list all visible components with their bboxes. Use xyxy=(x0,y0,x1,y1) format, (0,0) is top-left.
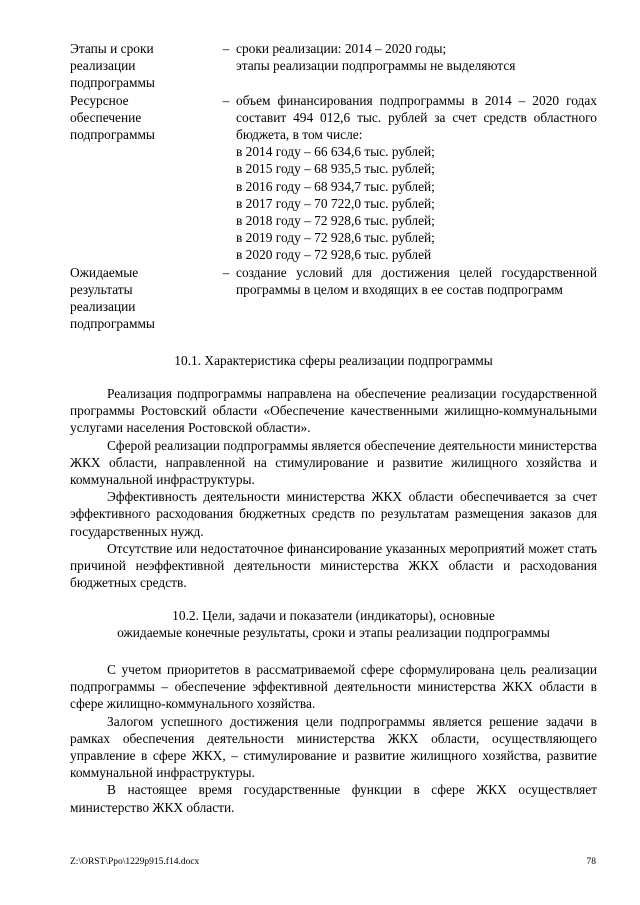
passport-row-stages xyxy=(70,40,597,92)
passport-row-resources xyxy=(70,92,597,264)
value-line: этапы реализации подпрограммы не выделяются xyxy=(236,58,516,74)
passport-dash: – xyxy=(222,264,230,280)
value-line: объем финансирования подпрограммы в 2014 – 2020 годах составит 494 012,6 тыс. рублей за счет средств областного бюджета, в том числе: xyxy=(236,92,597,143)
value-line: сроки реализации: 2014 – 2020 годы; xyxy=(236,41,447,56)
footer-page-number: 78 xyxy=(586,857,596,867)
passport-row-label xyxy=(70,92,216,264)
passport-row-results xyxy=(70,264,597,333)
passport-row-value xyxy=(236,40,597,92)
passport-dash: – xyxy=(222,92,230,108)
value-line: в 2020 году – 72 928,6 тыс. рублей xyxy=(236,247,432,263)
paragraph: Эффективность деятельности министерства ЖКХ области обеспечивается за счет эффективного расходования бюджетных средств по результатам размещения заказов для государственных нужд. xyxy=(70,489,597,539)
paragraph: Сферой реализации подпрограммы является обеспечение деятельности министерства ЖКХ области, направленной на стимулирование и развитие жилищного хозяйства и коммунальной инфраструктуры. xyxy=(70,437,597,488)
value-line: в 2017 году – 70 722,0 тыс. рублей; xyxy=(236,195,435,211)
section-10-1-body xyxy=(70,385,597,591)
heading-line: ожидаемые конечные результаты, сроки и этапы реализации подпрограммы xyxy=(117,625,550,641)
label-line: Этапы и сроки xyxy=(70,41,154,56)
passport-row-label xyxy=(70,264,216,333)
label-line: Ресурсное xyxy=(70,92,129,108)
passport-row-value xyxy=(236,92,597,264)
heading-line: 10.2. Цели, задачи и показатели (индикаторы), основные xyxy=(172,608,495,623)
value-line: в 2018 году – 72 928,6 тыс. рублей; xyxy=(236,213,435,229)
label-line: Ожидаемые xyxy=(70,264,139,280)
passport-dash: – xyxy=(222,41,230,56)
paragraph: Реализация подпрограммы направлена на обеспечение реализации государственной программы Ростовский области «Обеспечение качественными жилищно-коммунальными услугами населения Ростовской области». xyxy=(70,386,597,436)
section-heading-10-2 xyxy=(70,607,597,641)
section-heading-10-1: 10.1. Характеристика сферы реализации подпрограммы xyxy=(174,353,493,368)
label-line: подпрограммы xyxy=(70,316,155,332)
footer-file-path: Z:\ORST\Ppo\1229p915.f14.docx xyxy=(70,857,200,867)
subprogram-passport-table xyxy=(70,40,597,332)
passport-row-label xyxy=(70,40,216,92)
value-line: в 2014 году – 66 634,6 тыс. рублей; xyxy=(236,144,435,160)
value-line: в 2015 году – 68 935,5 тыс. рублей; xyxy=(236,161,435,177)
value-line: создание условий для достижения целей государственной программы в целом и входящих в ее состав подпрограмм xyxy=(236,264,597,297)
paragraph: С учетом приоритетов в рассматриваемой сфере сформулирована цель реализации подпрограммы – обеспечение эффективной деятельности министерства ЖКХ области в сфере жилищно-коммунального хозяйства. xyxy=(70,662,597,712)
label-line: подпрограммы xyxy=(70,75,155,91)
paragraph: Залогом успешного достижения цели подпрограммы является решение задачи в рамках обеспечения деятельности министерства ЖКХ области, осуществляющего управление в сфере ЖКХ, – стимулирование и развитие жилищного хозяйства, развитие коммунальной инфраструктуры. xyxy=(70,713,597,781)
label-line: реализации xyxy=(70,299,136,315)
label-line: результаты xyxy=(70,281,133,297)
label-line: обеспечение xyxy=(70,109,142,125)
value-line: в 2019 году – 72 928,6 тыс. рублей; xyxy=(236,230,435,246)
paragraph: В настоящее время государственные функции в сфере ЖКХ осуществляет министерство ЖКХ области. xyxy=(70,782,597,815)
label-line: реализации xyxy=(70,58,136,74)
paragraph: Отсутствие или недостаточное финансирование указанных мероприятий может стать причиной неэффективной деятельности министерства ЖКХ области и расходования бюджетных средств. xyxy=(70,540,597,591)
passport-row-value xyxy=(236,264,597,333)
value-line: в 2016 году – 68 934,7 тыс. рублей; xyxy=(236,178,435,194)
label-line: подпрограммы xyxy=(70,127,155,143)
section-10-2-body xyxy=(70,661,597,816)
